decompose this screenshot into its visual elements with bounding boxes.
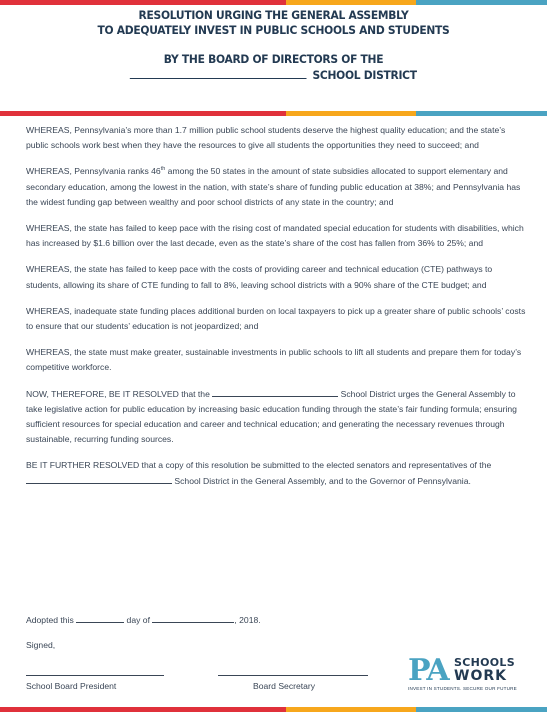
logo-schools-text: SCHOOLS (454, 656, 515, 669)
top-color-stripe (0, 0, 547, 5)
district-blank-2 (26, 474, 172, 484)
further-resolved-paragraph: BE IT FURTHER RESOLVED that a copy of this resolution be submitted to the elected senators and representatives of the School District in the General Assembly, and to the Governor of Pennsylvania. (26, 460, 492, 486)
logo-tagline: INVEST IN STUDENTS. SECURE OUR FUTURE (408, 686, 517, 691)
secretary-signature-line (218, 675, 368, 676)
whereas-paragraph-3: WHEREAS, the state has failed to keep pace with the rising cost of mandated special education for students with disabilities, which has increased by $1.6 billion over the last decade, even as the state’s share of the cost has fallen from 36% to 25%; and (26, 223, 524, 249)
day-blank (76, 613, 124, 623)
district-name-blank (130, 67, 307, 79)
title-line-3: BY THE BOARD OF DIRECTORS OF THE (163, 52, 384, 66)
document-header (19, 8, 528, 83)
month-blank (152, 613, 234, 623)
whereas-paragraph-1: WHEREAS, Pennsylvania’s more than 1.7 million public school students deserve the highest quality education; and the state’s public schools work best when they have the resources to give all students the opportunities they need to succeed; and (26, 125, 506, 151)
resolution-body (26, 123, 526, 500)
logo-pa-text: PA (408, 653, 448, 688)
district-blank-1 (212, 387, 338, 397)
whereas-paragraph-5: WHEREAS, inadequate state funding places additional burden on local taxpayers to pick up a greater share of public schools’ costs to ensure that our students’ education is not jeopardized; and (26, 305, 526, 332)
president-label: School Board President (26, 681, 117, 691)
secretary-label: Board Secretary (253, 681, 316, 691)
bottom-color-stripe (0, 707, 547, 712)
title-line-4 (19, 67, 528, 83)
adopted-line: Adopted this day of , 2018. (26, 615, 261, 625)
whereas-paragraph-4: WHEREAS, the state has failed to keep pace with the costs of providing career and technical education (CTE) pathways to students, allowing its share of CTE funding to fall to 8%, leaving school districts with a 90% share of the CTE budget; and (26, 264, 493, 290)
middle-color-stripe (0, 111, 547, 116)
school-district-label: SCHOOL DISTRICT (312, 68, 417, 82)
whereas-paragraph-6: WHEREAS, the state must make greater, sustainable investments in public schools to lift all students and prepare them for today’s competitive workforce. (26, 347, 522, 373)
signed-label: Signed, (26, 640, 56, 650)
title-line-2: TO ADEQUATELY INVEST IN PUBLIC SCHOOLS AND STUDENTS (97, 23, 450, 37)
resolved-paragraph: NOW, THEREFORE, BE IT RESOLVED that the School District urges the General Assembly to take legislative action for public education by increasing basic education funding through the state’s fair funding formula; ensuring sufficient resources for special education and career and technical education; and generating the necessary revenues through sustainable, recurring funding sources. (26, 388, 517, 445)
president-signature-line (26, 675, 164, 676)
pa-schools-work-logo (408, 655, 524, 695)
logo-work-text: WORK (454, 668, 507, 684)
title-line-1: RESOLUTION URGING THE GENERAL ASSEMBLY (138, 8, 409, 22)
whereas-paragraph-2: WHEREAS, Pennsylvania ranks 46th among the 50 states in the amount of state subsidies allocated to support elementary and secondary education, among the lowest in the nation, with state’s share of funding public education at 38%; and Pennsylvania has the widest funding gap between wealthy and poor school districts of any state in the country; and (26, 166, 521, 207)
